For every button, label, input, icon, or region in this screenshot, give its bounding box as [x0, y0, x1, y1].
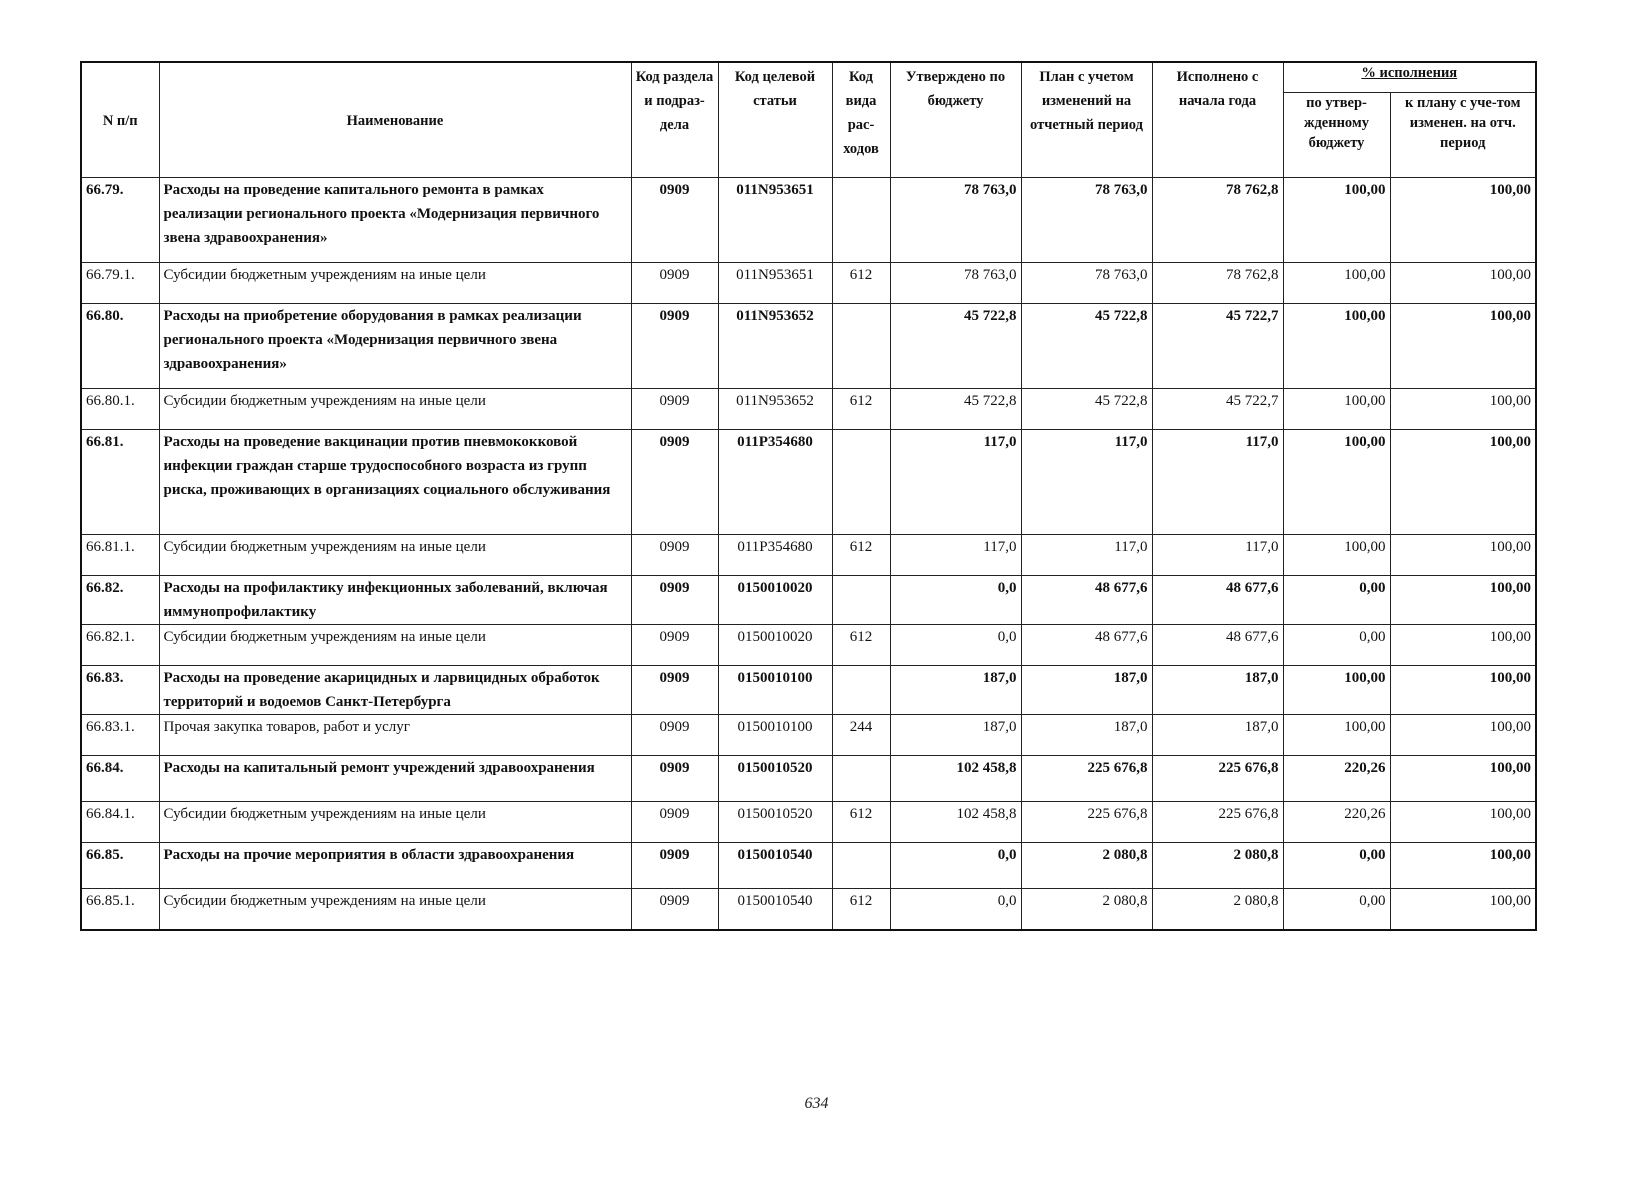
- cell-approved: 0,0: [890, 625, 1021, 666]
- cell-plan: 187,0: [1021, 715, 1152, 756]
- cell-kind-code: 612: [832, 625, 890, 666]
- cell-number: 66.79.: [81, 178, 159, 263]
- cell-percent-plan: 100,00: [1390, 666, 1536, 715]
- cell-kind-code: 612: [832, 889, 890, 931]
- cell-name: Субсидии бюджетным учреждениям на иные цели: [159, 535, 631, 576]
- cell-percent-budget: 100,00: [1283, 389, 1390, 430]
- header-kind-code: Код вида рас-ходов: [832, 62, 890, 178]
- cell-target-code: 011P354680: [718, 535, 832, 576]
- cell-name: Расходы на капитальный ремонт учреждений здравоохранения: [159, 756, 631, 802]
- cell-number: 66.82.1.: [81, 625, 159, 666]
- cell-target-code: 011P354680: [718, 430, 832, 535]
- cell-executed: 45 722,7: [1152, 389, 1283, 430]
- cell-section-code: 0909: [631, 843, 718, 889]
- cell-percent-budget: 100,00: [1283, 715, 1390, 756]
- table-row: [81, 304, 1536, 389]
- cell-approved: 117,0: [890, 535, 1021, 576]
- header-approved: Утверждено по бюджету: [890, 62, 1021, 178]
- header-percent-title: % исполнения: [1283, 62, 1536, 92]
- cell-plan: 78 763,0: [1021, 263, 1152, 304]
- cell-number: 66.82.: [81, 576, 159, 625]
- table-row: [81, 802, 1536, 843]
- cell-executed: 2 080,8: [1152, 889, 1283, 931]
- cell-executed: 187,0: [1152, 715, 1283, 756]
- cell-approved: 102 458,8: [890, 802, 1021, 843]
- cell-plan: 117,0: [1021, 430, 1152, 535]
- cell-section-code: 0909: [631, 889, 718, 931]
- cell-kind-code: [832, 843, 890, 889]
- cell-name: Расходы на профилактику инфекционных заболеваний, включая иммунопрофилактику: [159, 576, 631, 625]
- cell-approved: 187,0: [890, 666, 1021, 715]
- cell-percent-plan: 100,00: [1390, 263, 1536, 304]
- cell-percent-plan: 100,00: [1390, 843, 1536, 889]
- cell-target-code: 0150010020: [718, 576, 832, 625]
- cell-percent-budget: 100,00: [1283, 666, 1390, 715]
- cell-percent-plan: 100,00: [1390, 535, 1536, 576]
- table-row: [81, 178, 1536, 263]
- cell-approved: 117,0: [890, 430, 1021, 535]
- table-row: [81, 625, 1536, 666]
- cell-number: 66.79.1.: [81, 263, 159, 304]
- cell-plan: 2 080,8: [1021, 889, 1152, 931]
- table-row: [81, 889, 1536, 931]
- cell-approved: 45 722,8: [890, 389, 1021, 430]
- cell-section-code: 0909: [631, 802, 718, 843]
- cell-executed: 117,0: [1152, 535, 1283, 576]
- budget-table: [80, 61, 1537, 931]
- cell-name: Расходы на проведение капитального ремонта в рамках реализации регионального проекта «Модернизация первичного звена здравоохранения»: [159, 178, 631, 263]
- cell-percent-plan: 100,00: [1390, 389, 1536, 430]
- cell-section-code: 0909: [631, 304, 718, 389]
- cell-kind-code: [832, 666, 890, 715]
- cell-plan: 225 676,8: [1021, 756, 1152, 802]
- cell-kind-code: 244: [832, 715, 890, 756]
- cell-percent-budget: 100,00: [1283, 535, 1390, 576]
- cell-number: 66.80.: [81, 304, 159, 389]
- cell-executed: 48 677,6: [1152, 576, 1283, 625]
- cell-number: 66.81.1.: [81, 535, 159, 576]
- cell-plan: 45 722,8: [1021, 389, 1152, 430]
- table-row: [81, 535, 1536, 576]
- cell-percent-plan: 100,00: [1390, 178, 1536, 263]
- cell-name: Расходы на прочие мероприятия в области здравоохранения: [159, 843, 631, 889]
- cell-percent-budget: 220,26: [1283, 756, 1390, 802]
- cell-section-code: 0909: [631, 715, 718, 756]
- cell-executed: 45 722,7: [1152, 304, 1283, 389]
- cell-section-code: 0909: [631, 625, 718, 666]
- cell-percent-budget: 220,26: [1283, 802, 1390, 843]
- header-num: N п/п: [81, 62, 159, 178]
- cell-target-code: 0150010520: [718, 756, 832, 802]
- cell-kind-code: [832, 756, 890, 802]
- cell-percent-budget: 100,00: [1283, 304, 1390, 389]
- cell-plan: 45 722,8: [1021, 304, 1152, 389]
- header-percent-budget: по утвер-жденному бюджету: [1283, 92, 1390, 177]
- cell-percent-budget: 0,00: [1283, 889, 1390, 931]
- cell-section-code: 0909: [631, 430, 718, 535]
- cell-executed: 117,0: [1152, 430, 1283, 535]
- cell-target-code: 0150010540: [718, 843, 832, 889]
- cell-target-code: 011N953652: [718, 304, 832, 389]
- cell-kind-code: 612: [832, 263, 890, 304]
- header-plan: План с учетом изменений на отчетный период: [1021, 62, 1152, 178]
- cell-target-code: 011N953652: [718, 389, 832, 430]
- cell-number: 66.83.: [81, 666, 159, 715]
- cell-name: Расходы на проведение вакцинации против пневмококковой инфекции граждан старше трудоспособного возраста из групп риска, проживающих в организациях социального обслуживания: [159, 430, 631, 535]
- cell-percent-budget: 0,00: [1283, 576, 1390, 625]
- cell-percent-plan: 100,00: [1390, 430, 1536, 535]
- cell-target-code: 011N953651: [718, 178, 832, 263]
- cell-executed: 78 762,8: [1152, 263, 1283, 304]
- cell-percent-plan: 100,00: [1390, 625, 1536, 666]
- cell-approved: 78 763,0: [890, 178, 1021, 263]
- cell-kind-code: [832, 430, 890, 535]
- header-percent-plan: к плану с уче-том изменен. на отч. период: [1390, 92, 1536, 177]
- table-header: [81, 62, 1536, 178]
- cell-percent-plan: 100,00: [1390, 802, 1536, 843]
- cell-number: 66.83.1.: [81, 715, 159, 756]
- cell-executed: 78 762,8: [1152, 178, 1283, 263]
- cell-section-code: 0909: [631, 535, 718, 576]
- cell-name: Субсидии бюджетным учреждениям на иные цели: [159, 389, 631, 430]
- cell-number: 66.84.: [81, 756, 159, 802]
- table-row: [81, 389, 1536, 430]
- cell-plan: 2 080,8: [1021, 843, 1152, 889]
- header-section-code: Код раздела и подраз-дела: [631, 62, 718, 178]
- cell-approved: 0,0: [890, 843, 1021, 889]
- cell-percent-plan: 100,00: [1390, 715, 1536, 756]
- cell-executed: 225 676,8: [1152, 756, 1283, 802]
- cell-percent-plan: 100,00: [1390, 304, 1536, 389]
- cell-section-code: 0909: [631, 576, 718, 625]
- cell-section-code: 0909: [631, 756, 718, 802]
- cell-target-code: 011N953651: [718, 263, 832, 304]
- cell-percent-budget: 0,00: [1283, 843, 1390, 889]
- cell-approved: 0,0: [890, 889, 1021, 931]
- table-row: [81, 843, 1536, 889]
- header-name: Наименование: [159, 62, 631, 178]
- cell-percent-budget: 0,00: [1283, 625, 1390, 666]
- header-executed: Исполнено с начала года: [1152, 62, 1283, 178]
- cell-number: 66.81.: [81, 430, 159, 535]
- cell-kind-code: [832, 304, 890, 389]
- page-number: 634: [804, 1095, 829, 1112]
- cell-percent-budget: 100,00: [1283, 178, 1390, 263]
- cell-percent-budget: 100,00: [1283, 263, 1390, 304]
- cell-section-code: 0909: [631, 666, 718, 715]
- cell-section-code: 0909: [631, 263, 718, 304]
- cell-name: Прочая закупка товаров, работ и услуг: [159, 715, 631, 756]
- cell-number: 66.85.1.: [81, 889, 159, 931]
- cell-percent-plan: 100,00: [1390, 889, 1536, 931]
- cell-plan: 117,0: [1021, 535, 1152, 576]
- cell-kind-code: [832, 576, 890, 625]
- cell-name: Субсидии бюджетным учреждениям на иные цели: [159, 802, 631, 843]
- cell-number: 66.84.1.: [81, 802, 159, 843]
- cell-approved: 45 722,8: [890, 304, 1021, 389]
- cell-plan: 225 676,8: [1021, 802, 1152, 843]
- cell-executed: 187,0: [1152, 666, 1283, 715]
- table-row: [81, 666, 1536, 715]
- cell-kind-code: 612: [832, 535, 890, 576]
- cell-target-code: 0150010020: [718, 625, 832, 666]
- cell-number: 66.80.1.: [81, 389, 159, 430]
- cell-section-code: 0909: [631, 178, 718, 263]
- header-target-code: Код целевой статьи: [718, 62, 832, 178]
- table-body: [81, 178, 1536, 931]
- cell-percent-plan: 100,00: [1390, 576, 1536, 625]
- table-row: [81, 715, 1536, 756]
- cell-target-code: 0150010100: [718, 715, 832, 756]
- cell-kind-code: [832, 178, 890, 263]
- cell-executed: 225 676,8: [1152, 802, 1283, 843]
- cell-plan: 78 763,0: [1021, 178, 1152, 263]
- cell-target-code: 0150010540: [718, 889, 832, 931]
- cell-approved: 102 458,8: [890, 756, 1021, 802]
- cell-section-code: 0909: [631, 389, 718, 430]
- cell-number: 66.85.: [81, 843, 159, 889]
- cell-name: Расходы на приобретение оборудования в рамках реализации регионального проекта «Модернизация первичного звена здравоохранения»: [159, 304, 631, 389]
- cell-percent-budget: 100,00: [1283, 430, 1390, 535]
- cell-name: Расходы на проведение акарицидных и ларвицидных обработок территорий и водоемов Санкт-Петербурга: [159, 666, 631, 715]
- cell-percent-plan: 100,00: [1390, 756, 1536, 802]
- cell-name: Субсидии бюджетным учреждениям на иные цели: [159, 889, 631, 931]
- cell-name: Субсидии бюджетным учреждениям на иные цели: [159, 263, 631, 304]
- cell-plan: 48 677,6: [1021, 576, 1152, 625]
- cell-approved: 187,0: [890, 715, 1021, 756]
- cell-plan: 187,0: [1021, 666, 1152, 715]
- table-row: [81, 756, 1536, 802]
- table-row: [81, 263, 1536, 304]
- cell-approved: 0,0: [890, 576, 1021, 625]
- table-row: [81, 430, 1536, 535]
- cell-target-code: 0150010100: [718, 666, 832, 715]
- cell-executed: 48 677,6: [1152, 625, 1283, 666]
- table-row: [81, 576, 1536, 625]
- cell-approved: 78 763,0: [890, 263, 1021, 304]
- cell-kind-code: 612: [832, 389, 890, 430]
- cell-name: Субсидии бюджетным учреждениям на иные цели: [159, 625, 631, 666]
- cell-executed: 2 080,8: [1152, 843, 1283, 889]
- cell-target-code: 0150010520: [718, 802, 832, 843]
- cell-kind-code: 612: [832, 802, 890, 843]
- cell-plan: 48 677,6: [1021, 625, 1152, 666]
